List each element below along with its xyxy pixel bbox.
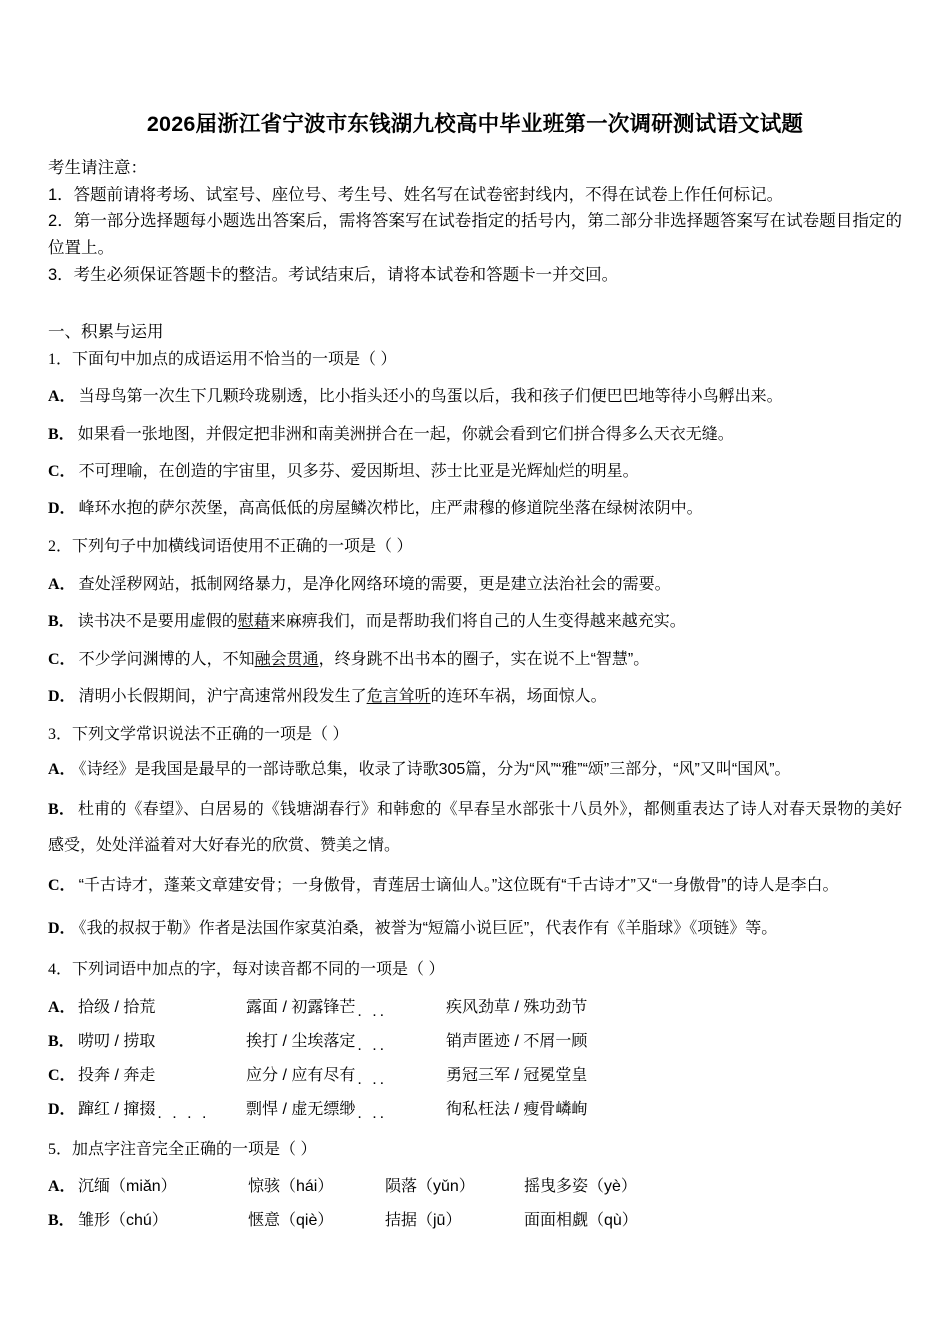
pronunciation-dots-icon: . . . .	[157, 1104, 210, 1122]
question-4-option-d[interactable]	[48, 1096, 902, 1122]
question-4-text: 下列词语中加点的字，每对读音都不同的一项是（ ）	[72, 960, 445, 978]
notice-heading: 考生请注意：	[48, 158, 147, 177]
question-1-option-b[interactable]	[48, 422, 902, 447]
option-text: 当母鸟第一次生下几颗玲珑剔透，比小指头还小的鸟蛋以后，我和孩子们便巴巴地等待小鸟孵出来。	[78, 388, 783, 406]
option-text-pre: 不少学问渊博的人，不知	[78, 650, 255, 668]
question-3-stem	[48, 722, 902, 748]
option-col-2-text: 应分 / 应有尽有	[246, 1066, 356, 1084]
option-label: A．	[48, 388, 76, 406]
question-1-text: 下面句中加点的成语运用不恰当的一项是（ ）	[72, 350, 397, 368]
question-3-option-b[interactable]	[48, 792, 902, 864]
question-5-option-b[interactable]	[48, 1207, 902, 1230]
question-2-option-b[interactable]	[48, 609, 902, 634]
option-text: 《我的叔叔于勒》作者是法国作家莫泊桑，被誉为“短篇小说巨匠”，代表作有《羊脂球》《项链》等。	[78, 919, 778, 937]
option-underlined-phrase: 慰藉	[237, 613, 270, 631]
question-4-stem	[48, 957, 902, 983]
option-col-1-text: 拾级 / 拾荒	[78, 998, 156, 1016]
option-col-2: 惊骇（hái）	[248, 1178, 334, 1196]
option-label: A．	[48, 1178, 76, 1196]
option-label: B．	[48, 1032, 75, 1050]
option-text: 峰环水抱的萨尔茨堡，高高低低的房屋鳞次栉比，庄严肃穆的修道院坐落在绿树浓阴中。	[78, 500, 703, 518]
option-col-1-text: 唠叨 / 捞取	[78, 1032, 156, 1050]
option-col-2	[246, 1062, 446, 1088]
option-label: D．	[48, 919, 76, 937]
option-col-3: 勇冠三军 / 冠冕堂皇	[446, 1066, 588, 1084]
option-label: C．	[48, 1066, 76, 1084]
option-col-1	[78, 1096, 246, 1122]
option-col-4: 面面相觑（qù）	[524, 1212, 638, 1230]
notice-item-3: 3．考生必须保证答题卡的整洁。考试结束后，请将本试卷和答题卡一并交回。	[48, 265, 619, 284]
option-text: “千古诗才，蓬莱文章建安骨；一身傲骨，青莲居士谪仙人。”这位既有“千古诗才”又“一身傲骨”的诗人是李白。	[78, 876, 839, 894]
option-text-pre: 清明小长假期间，沪宁高速常州段发生了	[78, 687, 367, 705]
pronunciation-dots-icon: . ..	[357, 1002, 388, 1020]
pronunciation-dots-icon: . ..	[357, 1104, 388, 1122]
option-text-post: ，终身跳不出书本的圈子，实在说不上“智慧”。	[318, 650, 650, 668]
option-label: D．	[48, 500, 76, 518]
option-col-1: 沉缅（miǎn）	[78, 1178, 177, 1196]
option-col-3: 徇私枉法 / 瘦骨嶙峋	[446, 1100, 588, 1118]
question-1-option-c[interactable]	[48, 459, 902, 484]
question-3-number: 3．	[48, 726, 73, 744]
question-1-number: 1．	[48, 350, 73, 368]
option-label: B．	[48, 613, 75, 631]
question-3-option-d[interactable]	[48, 916, 902, 941]
option-col-2: 惬意（qiè）	[248, 1212, 334, 1230]
question-4-option-a[interactable]	[48, 994, 902, 1020]
option-col-1: 雏形（chú）	[78, 1212, 168, 1230]
option-text-pre: 查处淫秽网站，抵制网络暴力，是净化网络环境的需要，更是建立法治社会的需要。	[78, 576, 671, 594]
option-text-pre: 读书决不是要用虚假的	[77, 613, 238, 631]
question-5-stem	[48, 1137, 902, 1163]
option-col-3: 疾风劲草 / 殊功劲节	[446, 998, 588, 1016]
option-label: D．	[48, 1100, 76, 1118]
option-label: C．	[48, 876, 76, 894]
question-2-number: 2．	[48, 538, 73, 556]
option-col-4: 摇曳多姿（yè）	[524, 1178, 637, 1196]
question-1-option-d[interactable]	[48, 496, 902, 521]
question-2-text: 下列句子中加横线词语使用不正确的一项是（ ）	[72, 538, 413, 556]
question-3-option-a[interactable]	[48, 752, 902, 788]
question-3-text: 下列文学常识说法不正确的一项是（ ）	[72, 726, 349, 744]
option-label: A．	[48, 576, 76, 594]
notice-item-1: 1．答题前请将考场、试室号、座位号、考生号、姓名写在试卷密封线内，不得在试卷上作任何标记。	[48, 185, 784, 204]
question-2-stem	[48, 534, 902, 560]
pronunciation-dots-icon: . ..	[357, 1036, 388, 1054]
option-text: 如果看一张地图，并假定把非洲和南美洲拼合在一起，你就会看到它们拼合得多么天衣无缝。	[77, 425, 734, 443]
question-5-text: 加点字注音完全正确的一项是（ ）	[72, 1140, 317, 1158]
option-label: B．	[48, 1212, 75, 1230]
option-col-1-text: 蹿红 / 撺掇	[78, 1100, 156, 1118]
option-col-1	[78, 1062, 246, 1085]
option-text-post: 的连环车祸，场面惊人。	[430, 687, 607, 705]
question-4-option-b[interactable]	[48, 1028, 902, 1054]
option-label: C．	[48, 462, 76, 480]
question-2-option-d[interactable]	[48, 684, 902, 709]
option-col-3: 拮据（jū）	[385, 1212, 462, 1230]
option-label: B．	[48, 800, 75, 818]
question-2-option-c[interactable]	[48, 647, 902, 672]
option-label: A．	[48, 760, 76, 778]
option-col-2	[246, 994, 446, 1020]
option-col-2-text: 露面 / 初露锋芒	[246, 998, 356, 1016]
option-label: A．	[48, 998, 76, 1016]
option-text-post: 来麻痹我们，而是帮助我们将自己的人生变得越来越充实。	[269, 613, 686, 631]
pronunciation-dots-icon: . ..	[357, 1070, 388, 1088]
question-1-stem	[48, 347, 902, 373]
option-text: 杜甫的《春望》、白居易的《钱塘湖春行》和韩愈的《早春呈水部张十八员外》，都侧重表达了诗人对春天景物的美好感受，处处洋溢着对大好春光的欣赏、赞美之情。	[48, 800, 902, 854]
option-text: 《诗经》是我国是最早的一部诗歌总集，收录了诗歌305篇，分为“风”“雅”“颂”三部分，“风”又叫“国风”。	[78, 760, 791, 778]
option-label: D．	[48, 687, 76, 705]
option-col-3: 销声匿迹 / 不屑一顾	[446, 1032, 588, 1050]
option-col-1	[78, 1028, 246, 1051]
question-5-number: 5．	[48, 1140, 73, 1158]
option-col-1-text: 投奔 / 奔走	[78, 1066, 156, 1084]
option-col-2	[246, 1096, 446, 1122]
question-1-option-a[interactable]	[48, 384, 902, 409]
option-label: B．	[48, 425, 75, 443]
option-col-3: 陨落（yǔn）	[385, 1178, 475, 1196]
page-title: 2026届浙江省宁波市东钱湖九校高中毕业班第一次调研测试语文试题	[146, 112, 804, 136]
option-text: 不可理喻，在创造的宇宙里，贝多芬、爱因斯坦、莎士比亚是光辉灿烂的明星。	[78, 462, 639, 480]
option-col-2	[246, 1028, 446, 1054]
option-underlined-phrase: 危言耸听	[366, 687, 431, 705]
option-underlined-phrase: 融会贯通	[254, 650, 319, 668]
candidate-notice-block	[48, 155, 902, 289]
section-spacer	[48, 288, 902, 319]
question-5-option-a[interactable]	[48, 1173, 902, 1196]
question-4-number: 4．	[48, 960, 73, 978]
question-3-option-c[interactable]	[48, 868, 902, 904]
notice-item-2: 2．第一部分选择题每小题选出答案后，需将答案写在试卷指定的括号内，第二部分非选择题答案写在试卷题目指定的位置上。	[48, 212, 902, 257]
question-4-option-c[interactable]	[48, 1062, 902, 1088]
question-2-option-a[interactable]	[48, 572, 902, 597]
option-col-2-text: 挨打 / 尘埃落定	[246, 1032, 356, 1050]
section-title-one: 一、积累与运用	[48, 323, 164, 342]
option-col-2-text: 剽悍 / 虚无缥缈	[246, 1100, 356, 1118]
option-label: C．	[48, 650, 76, 668]
option-col-1	[78, 994, 246, 1017]
